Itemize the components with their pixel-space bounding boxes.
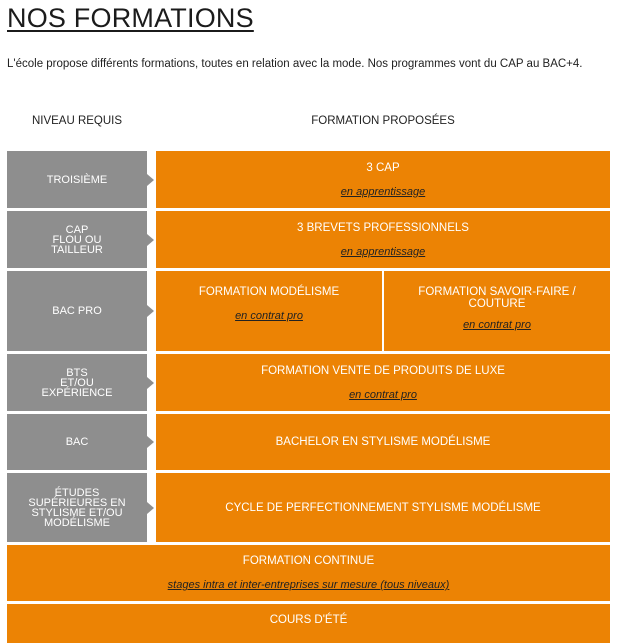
- formation-title: FORMATION CONTINUE: [242, 555, 375, 567]
- table-row: [7, 545, 610, 601]
- level-cell: [7, 151, 147, 208]
- formation-cell: [156, 151, 610, 208]
- formation-column-header: FORMATION PROPOSÉES: [311, 115, 455, 127]
- level-cell: [7, 414, 147, 470]
- level-cell: [7, 354, 147, 411]
- formation-title: 3 CAP: [366, 161, 400, 174]
- table-row: [7, 271, 610, 351]
- formation-link[interactable]: stages intra et inter-entreprises sur mesure (tous niveaux): [167, 579, 450, 591]
- level-label: BAC PRO: [52, 305, 102, 317]
- formation-cell: [156, 414, 610, 470]
- page-title: NOS FORMATIONS: [7, 3, 254, 33]
- arrow-right-icon: [147, 174, 154, 186]
- level-cell: [7, 211, 147, 268]
- level-label: BAC: [65, 436, 89, 448]
- table-row: [7, 151, 610, 208]
- arrow-right-icon: [147, 502, 154, 514]
- level-column-header: NIVEAU REQUIS: [31, 115, 123, 127]
- formation-subcell: [156, 271, 382, 351]
- formation-cell-split: [156, 271, 610, 351]
- level-label: TROISIÈME: [46, 173, 108, 186]
- level-label: CAP FLOU OU TAILLEUR: [51, 223, 103, 256]
- level-label: BTS ET/OU EXPÉRIENCE: [41, 366, 113, 399]
- table-row: [7, 414, 610, 470]
- level-cell: [7, 271, 147, 351]
- formation-title: FORMATION MODÉLISME: [198, 286, 340, 298]
- formation-link[interactable]: en apprentissage: [340, 185, 426, 198]
- formation-subcell: [382, 271, 610, 351]
- formation-cell: [156, 354, 610, 411]
- arrow-right-icon: [147, 234, 154, 246]
- table-row: [7, 604, 610, 643]
- formation-title: COURS D'ÉTÉ: [269, 614, 348, 626]
- table-row: [7, 211, 610, 268]
- arrow-right-icon: [147, 436, 154, 448]
- formation-link[interactable]: en contrat pro: [349, 388, 417, 401]
- intro-text: L'école propose différents formations, toutes en relation avec la mode. Nos programmes vont du CAP au BAC+4.: [7, 58, 583, 70]
- formation-cell: [156, 211, 610, 268]
- formation-title: BACHELOR EN STYLISME MODÉLISME: [275, 436, 491, 448]
- formation-link[interactable]: en contrat pro: [235, 310, 303, 322]
- formation-title: FORMATION SAVOIR-FAIRE / COUTURE: [418, 286, 576, 310]
- table-row: [7, 473, 610, 542]
- formation-title: 3 BREVETS PROFESSIONNELS: [297, 221, 469, 234]
- formation-link[interactable]: en apprentissage: [340, 245, 426, 258]
- formation-cell-full: [7, 604, 610, 643]
- table-row: [7, 354, 610, 411]
- formation-link[interactable]: en contrat pro: [463, 319, 531, 331]
- formation-cell: [156, 473, 610, 542]
- formation-title: CYCLE DE PERFECTIONNEMENT STYLISME MODÉLISME: [225, 501, 541, 514]
- formation-cell-full: [7, 545, 610, 601]
- arrow-right-icon: [147, 377, 154, 389]
- level-cell: [7, 473, 147, 542]
- level-label: ÉTUDES SUPÉRIEURES EN STYLISME ET/OU MODÉLISME: [28, 486, 126, 529]
- formation-title: FORMATION VENTE DE PRODUITS DE LUXE: [261, 364, 505, 377]
- arrow-right-icon: [147, 305, 154, 317]
